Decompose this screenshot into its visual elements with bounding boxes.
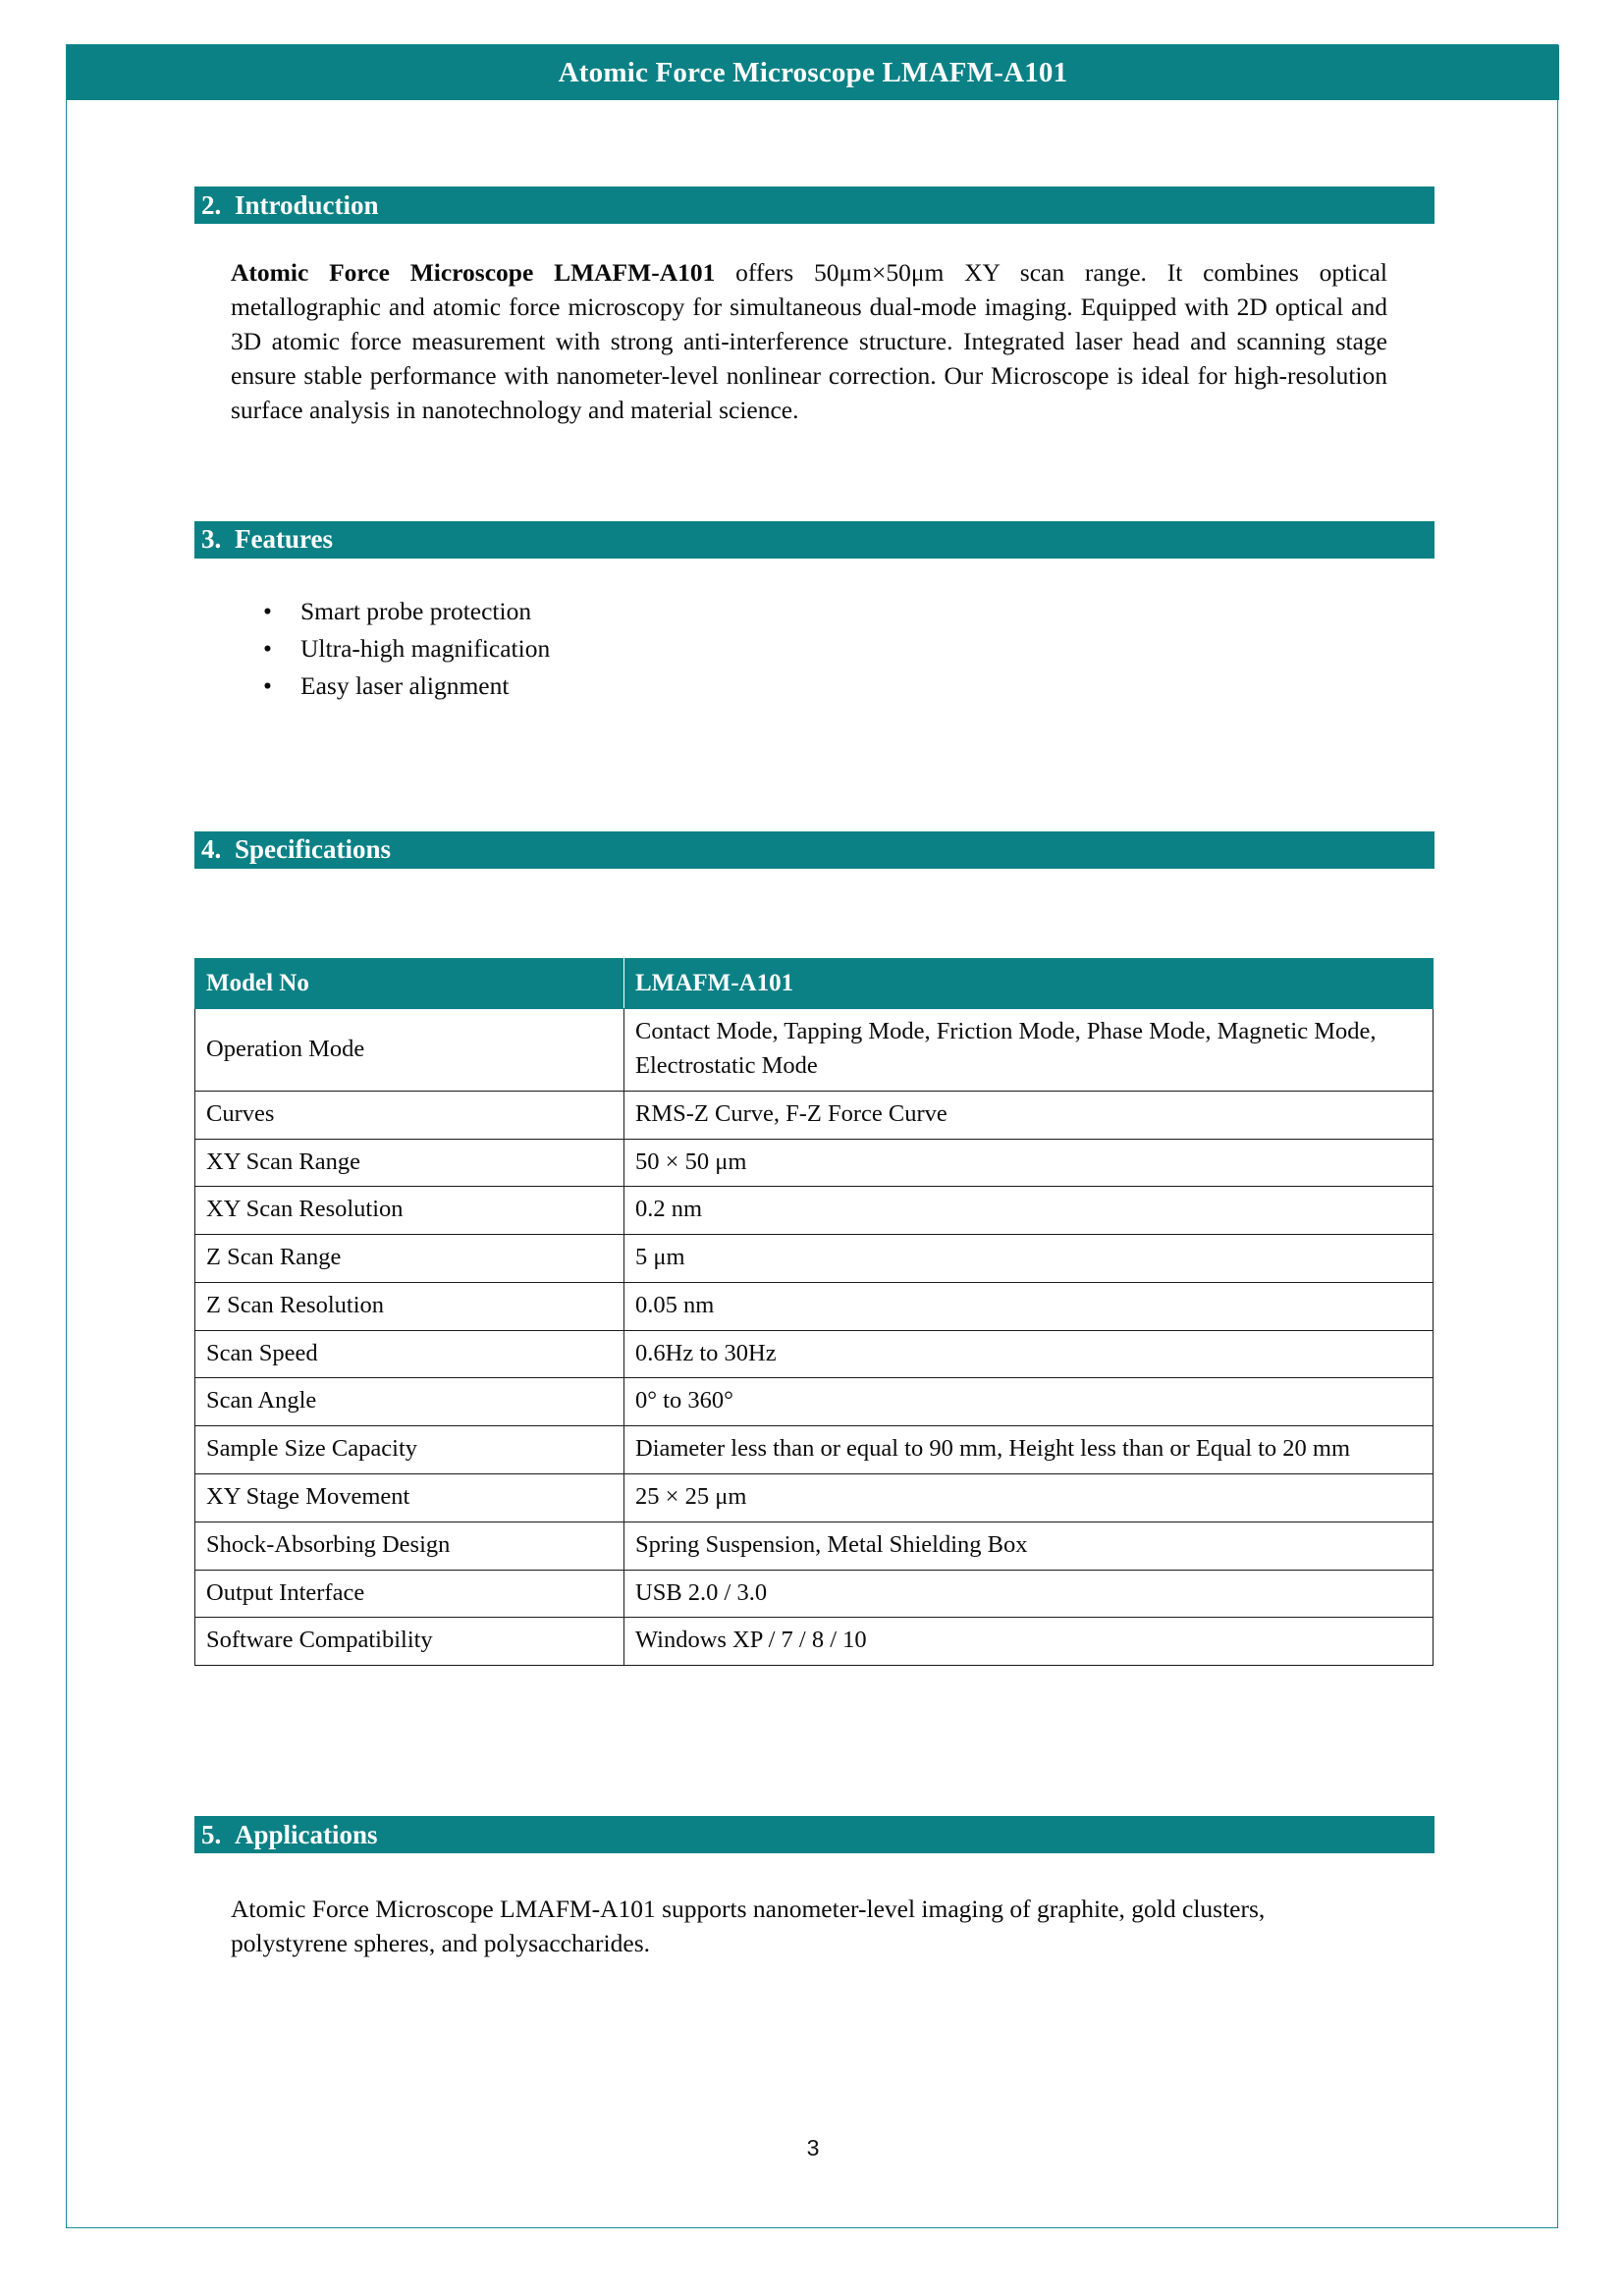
section-heading-features <box>194 521 1435 559</box>
table-row <box>195 1473 1434 1522</box>
section-heading-specifications <box>194 831 1435 869</box>
section-number-specifications: 4. <box>201 834 222 865</box>
spec-label: Operation Mode <box>195 1009 624 1092</box>
list-item <box>194 672 1435 699</box>
bullet-icon: • <box>263 633 272 663</box>
table-row <box>195 1426 1434 1474</box>
spec-label: Curves <box>195 1091 624 1139</box>
feature-label: Easy laser alignment <box>300 670 510 700</box>
table-row <box>195 1139 1434 1187</box>
table-row <box>195 1378 1434 1426</box>
feature-label: Ultra-high magnification <box>300 633 551 663</box>
table-row <box>195 1091 1434 1139</box>
spec-value: 5 μm <box>624 1235 1434 1283</box>
page-number: 3 <box>806 2135 820 2161</box>
section-title-specifications: Specifications <box>235 834 391 865</box>
spec-label: Shock-Absorbing Design <box>195 1522 624 1570</box>
spec-value: 0.05 nm <box>624 1282 1434 1330</box>
introduction-lead-bold: Atomic Force Microscope LMAFM-A101 <box>231 258 716 287</box>
section-title-features: Features <box>235 524 333 555</box>
spec-label: XY Scan Resolution <box>195 1187 624 1235</box>
spec-label: Output Interface <box>195 1570 624 1618</box>
list-item <box>194 635 1435 662</box>
table-row <box>195 1187 1434 1235</box>
spec-label: Scan Speed <box>195 1330 624 1378</box>
page-content <box>194 100 1435 1961</box>
table-row <box>195 1522 1434 1570</box>
spec-label: XY Stage Movement <box>195 1473 624 1522</box>
table-row <box>195 1570 1434 1618</box>
spec-label: Scan Angle <box>195 1378 624 1426</box>
document-header-banner <box>67 45 1559 100</box>
section-heading-applications <box>194 1816 1435 1853</box>
spec-value: RMS-Z Curve, F-Z Force Curve <box>624 1091 1434 1139</box>
section-title-introduction: Introduction <box>235 189 379 220</box>
table-row <box>195 1282 1434 1330</box>
applications-paragraph: Atomic Force Microscope LMAFM-A101 supports nanometer-level imaging of graphite, gold clusters, polystyrene spheres, and polysaccharides. <box>231 1895 1266 1958</box>
spec-value: 50 × 50 μm <box>624 1139 1434 1187</box>
feature-label: Smart probe protection <box>300 596 532 625</box>
spec-label: Z Scan Resolution <box>195 1282 624 1330</box>
section-heading-introduction <box>194 187 1435 224</box>
specifications-table <box>194 958 1434 1666</box>
spec-value: 25 × 25 μm <box>624 1473 1434 1522</box>
spec-value: Windows XP / 7 / 8 / 10 <box>624 1618 1434 1666</box>
section-number-features: 3. <box>201 524 222 555</box>
section-number-applications: 5. <box>201 1819 222 1849</box>
table-row <box>195 1009 1434 1092</box>
spec-label: Z Scan Range <box>195 1235 624 1283</box>
section-number-introduction: 2. <box>201 189 222 220</box>
spec-value: Spring Suspension, Metal Shielding Box <box>624 1522 1434 1570</box>
table-row <box>195 1330 1434 1378</box>
document-title: Atomic Force Microscope LMAFM-A101 <box>558 56 1068 88</box>
spec-value: 0.2 nm <box>624 1187 1434 1235</box>
spec-label: Sample Size Capacity <box>195 1426 624 1474</box>
list-item <box>194 598 1435 624</box>
table-row <box>195 1235 1434 1283</box>
table-header-model-value: LMAFM-A101 <box>624 958 1434 1009</box>
spec-value: Diameter less than or equal to 90 mm, Height less than or Equal to 20 mm <box>624 1426 1434 1474</box>
page-frame <box>66 44 1558 2228</box>
bullet-icon: • <box>263 596 272 625</box>
spec-label: Software Compatibility <box>195 1618 624 1666</box>
table-header-row <box>195 958 1434 1009</box>
introduction-paragraph <box>194 256 1387 428</box>
table-header-model-no: Model No <box>195 958 624 1009</box>
spec-label: XY Scan Range <box>195 1139 624 1187</box>
section-title-applications: Applications <box>235 1819 378 1849</box>
spec-value: 0.6Hz to 30Hz <box>624 1330 1434 1378</box>
table-row <box>195 1618 1434 1666</box>
spec-value: Contact Mode, Tapping Mode, Friction Mode, Phase Mode, Magnetic Mode, Electrostatic Mode <box>624 1009 1434 1092</box>
features-list <box>194 598 1435 699</box>
introduction-body-text: offers 50μm×50μm XY scan range. It combines optical metallographic and atomic force microscopy for simultaneous dual-mode imaging. Equipped with 2D optical and 3D atomic force measurement with strong anti-interference structure. Integrated laser head and scanning stage ensure stable performance with nanometer-level nonlinear correction. Our Microscope is ideal for high-resolution surface analysis in nanotechnology and material science. <box>231 258 1387 424</box>
spec-value: 0° to 360° <box>624 1378 1434 1426</box>
bullet-icon: • <box>263 670 272 700</box>
spec-value: USB 2.0 / 3.0 <box>624 1570 1434 1618</box>
